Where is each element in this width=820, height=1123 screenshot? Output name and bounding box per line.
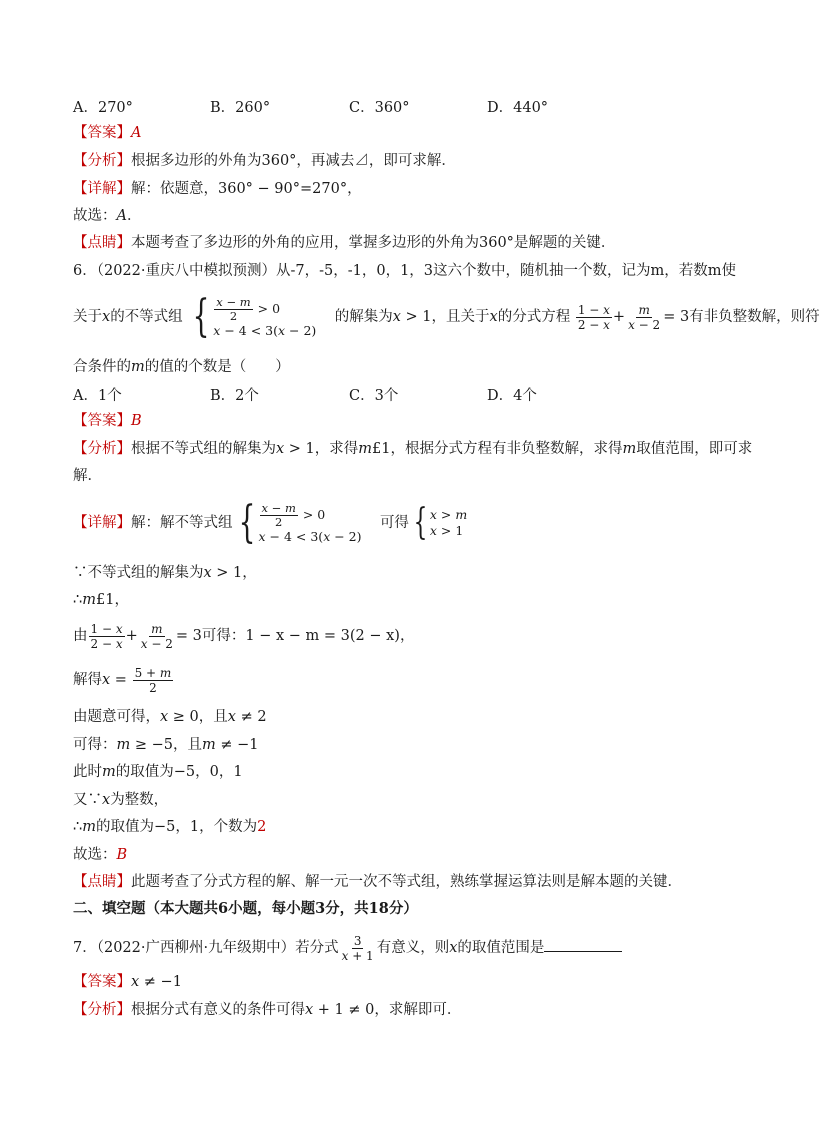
- var-x: x: [102, 309, 111, 325]
- stem-text: 的解集为: [334, 309, 393, 325]
- analysis-text: ，根据分式方程有非负整数解，求得: [390, 441, 623, 457]
- stem-text: 有非负整数解，则符: [689, 309, 820, 325]
- step-text: ，: [114, 592, 129, 608]
- step-text: ，且: [173, 737, 202, 753]
- analysis-text: 根据分式有意义的条件可得: [131, 1002, 305, 1018]
- step-text: 的取值为−5，0，1: [115, 764, 243, 780]
- analysis-text: ，求解即可．: [374, 1002, 462, 1018]
- step-text: 由题意可得，: [73, 709, 160, 725]
- q5-option-a: A．270°: [73, 100, 133, 116]
- choose-end: ．: [126, 208, 142, 224]
- step-text: ∴: [73, 592, 83, 608]
- step-text: 可得：: [73, 737, 117, 753]
- step-text: 又∵: [73, 792, 102, 808]
- comment-text: 此题考查了分式方程的解、解一元一次不等式组，熟练掌握运算法则是解本题的关键．: [131, 874, 682, 890]
- q6-solve: 解得x = $\frac{5 + m}{2}$: [73, 665, 172, 695]
- equation: 1 − x − m = 3(2 − x): [245, 628, 400, 644]
- stem-text: 的取值范围是: [457, 940, 545, 956]
- q6-option-a: A．1个: [73, 388, 122, 404]
- q6-comment: [73, 872, 682, 892]
- inequality-system: { $\frac{x - m}{2}$ > 0 x − 4 < 3(x − 2): [192, 291, 317, 342]
- brace: {: [192, 291, 210, 342]
- detail-tag: 【详解】: [73, 181, 131, 197]
- comment-tag: 【点睛】: [73, 235, 131, 251]
- inequality-system: { $\frac{x - m}{2}$ > 0 x − 4 < 3(x − 2): [238, 497, 362, 548]
- stem-text: 关于: [73, 309, 102, 325]
- detail-text: 可得: [379, 515, 409, 531]
- q6-option-d: D．4个: [487, 388, 537, 404]
- comment-tag: 【点睛】: [73, 874, 131, 890]
- q6-detail: [73, 499, 467, 549]
- stem-text: 合条件的: [73, 359, 131, 375]
- step-text: 的取值为−5，1，个数为: [95, 819, 258, 835]
- detail-text: 解：依题意，360° − 90°=270°，: [131, 181, 362, 197]
- detail-text: 解：解不等式组: [131, 515, 233, 531]
- q6-from-equation: 由 $\frac{1 - x}{2 - x}$ + $\frac{m}{x - 2}$ = 3可得：1 − x − m = 3(2 − x)，: [73, 621, 415, 651]
- stem-text: 的不等式组: [110, 309, 183, 325]
- stem-text: 有意义，则: [376, 940, 450, 956]
- q6-final: ∴m的取值为−5，1，个数为2: [73, 819, 267, 835]
- q5-option-d: D．440°: [487, 100, 549, 116]
- fraction: $\frac{m}{x - 2}$: [628, 302, 661, 332]
- step-text: 为整数，: [110, 792, 169, 808]
- q5-option-b: B．260°: [210, 100, 271, 116]
- q6-option-c: C．3个: [349, 388, 399, 404]
- answer-tag: 【答案】: [73, 125, 131, 141]
- stem-text: ，且关于: [431, 309, 490, 325]
- analysis-tag: 【分析】: [73, 441, 131, 457]
- stem-text: 的分式方程: [497, 309, 571, 325]
- section-title: 二、填空题（本大题共6小题，每小题3分，共18分）: [73, 900, 418, 917]
- step-text: 解得: [73, 672, 102, 688]
- q5-comment: [73, 233, 615, 253]
- step-text: ，: [242, 565, 257, 581]
- stem-text: 7．（2022·广西柳州·九年级期中）若分式: [73, 940, 339, 956]
- q5-detail: [73, 179, 362, 199]
- detail-tag: 【详解】: [73, 515, 131, 531]
- q6-therefore: ∴m£1，: [73, 592, 129, 608]
- choose-label: 故选：: [73, 208, 117, 224]
- q6-also: 又∵x为整数，: [73, 792, 169, 808]
- answer-tag: 【答案】: [73, 974, 131, 990]
- q6-analysis-line2: 解．: [73, 468, 102, 484]
- choose-value: A: [116, 208, 127, 224]
- fraction: $\frac{1 - x}{2 - x}$: [577, 302, 610, 332]
- analysis-text: ，求得: [314, 441, 359, 457]
- stem-text: 的值的个数是（ ）: [144, 359, 290, 375]
- analysis-text: 根据多边形的外角为360°，再减去⊿，即可求解．: [131, 153, 456, 169]
- q7-answer: 【答案】x ≠ −1: [73, 974, 182, 990]
- q5-choose: [73, 206, 141, 226]
- fraction: $\frac{x - m}{2}$: [216, 294, 251, 323]
- step-text: 由: [73, 628, 88, 644]
- q7-stem: 7．（2022·广西柳州·九年级期中）若分式 $\frac{3}{x + 1}$ 有意义，则x的取值范围是: [73, 930, 622, 966]
- q6-because: ∵不等式组的解集为x > 1，: [73, 565, 257, 581]
- answer-blank: [544, 937, 622, 952]
- result-system: { x > m x > 1: [413, 502, 468, 543]
- choose-value: B: [116, 847, 128, 863]
- q6-choose: [73, 845, 127, 865]
- final-count: 2: [257, 819, 267, 835]
- q6-answer: [73, 411, 142, 431]
- q6-values: 此时m的取值为−5，0，1: [73, 764, 243, 780]
- step-text: ，且: [198, 709, 228, 725]
- q6-stem-line3: 合条件的m的值的个数是（ ）: [73, 359, 290, 375]
- q6-analysis: 【分析】根据不等式组的解集为x > 1，求得m£1，根据分式方程有非负整数解，求得m取值范围，即可求: [73, 441, 753, 457]
- choose-label: 故选：: [73, 847, 117, 863]
- step-text: ∵不等式组的解集为: [73, 565, 204, 581]
- analysis-tag: 【分析】: [73, 1002, 131, 1018]
- q5-analysis: [73, 151, 456, 171]
- analysis-text: 根据不等式组的解集为: [131, 441, 276, 457]
- answer-value: B: [131, 413, 142, 429]
- q6-stem-line1: 6．（2022·重庆八中模拟预测）从-7，-5，-1，0，1，3这六个数中，随机抽一个数，记为m，若数m使: [73, 263, 737, 279]
- q6-condition2: 可得：m ≥ −5，且m ≠ −1: [73, 737, 259, 753]
- analysis-text: 取值范围，即可求: [636, 441, 753, 457]
- q7-analysis: 【分析】根据分式有意义的条件可得x + 1 ≠ 0，求解即可．: [73, 1002, 462, 1018]
- step-text: ∴: [73, 819, 83, 835]
- analysis-tag: 【分析】: [73, 153, 131, 169]
- step-text: 可得：: [201, 628, 246, 644]
- q5-answer: [73, 123, 141, 143]
- q6-option-b: B．2个: [210, 388, 259, 404]
- comment-text: 本题考查了多边形的外角的应用，掌握多边形的外角为360°是解题的关键．: [131, 235, 616, 251]
- q5-option-c: C．360°: [349, 100, 410, 116]
- q6-stem-line2: 关于x的不等式组 { $\frac{x - m}{2}$ > 0 x − 4 < 3(x − 2) 的解集为x > 1，且关于x的分式方程 $\frac{1 - x}{2 - x}$ + $\frac{m}{x - 2}$ = 3有非负整数解，则符: [73, 291, 820, 342]
- answer-tag: 【答案】: [73, 413, 131, 429]
- answer-value: A: [131, 125, 142, 141]
- step-text: 此时: [73, 764, 102, 780]
- q6-condition1: 由题意可得，x ≥ 0，且x ≠ 2: [73, 709, 267, 725]
